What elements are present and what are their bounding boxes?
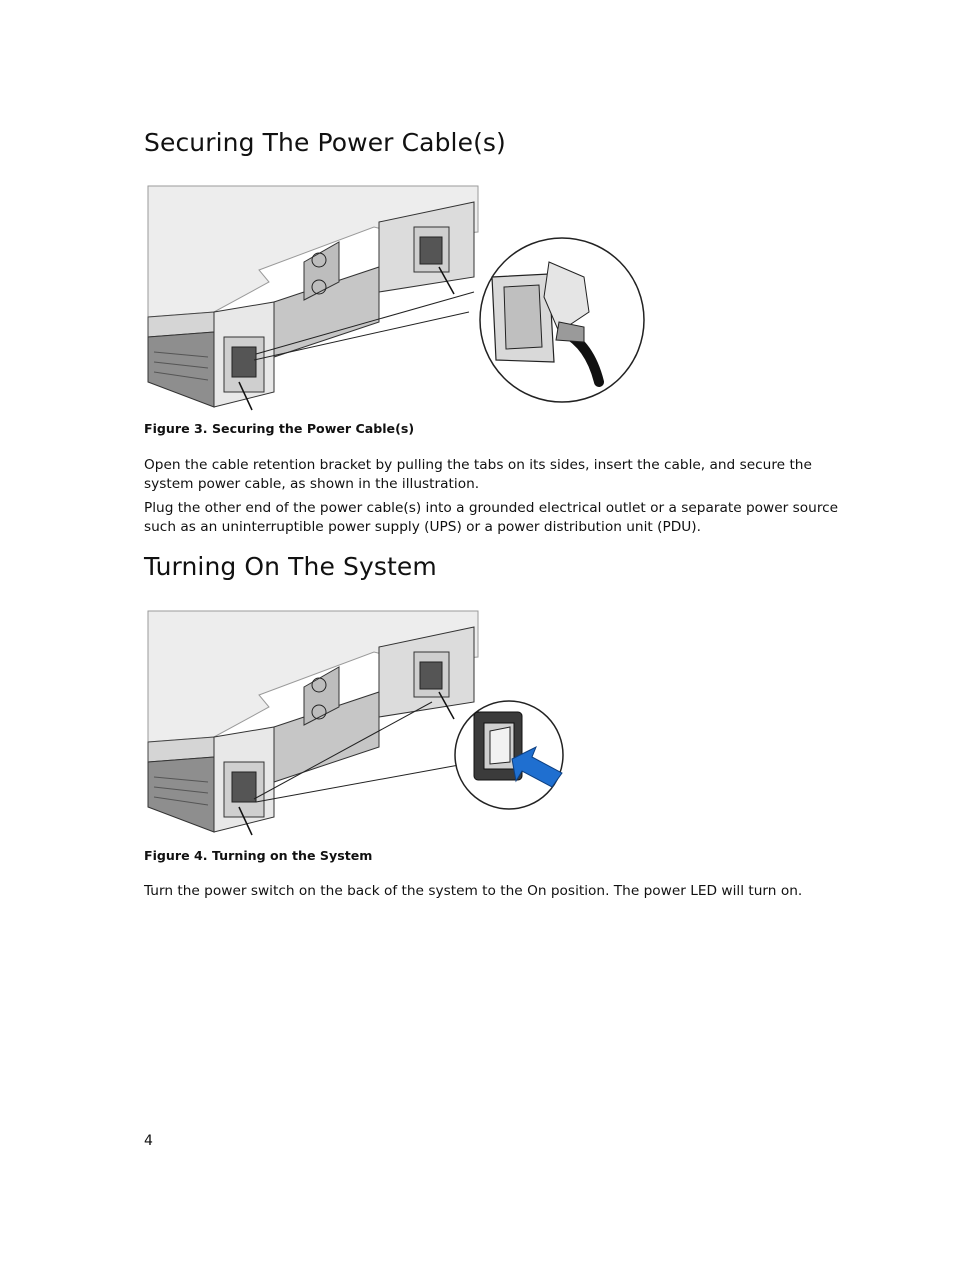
figure-4-caption: Figure 4. Turning on the System (144, 848, 373, 863)
figure-securing-power-cables (144, 182, 652, 412)
paragraph-plug-cable: Plug the other end of the power cable(s) into a grounded electrical outlet or a separate power source such as an uninterruptible power supply (UPS) or a power distribution unit (PDU). (144, 500, 839, 535)
figure-3-caption: Figure 3. Securing the Power Cable(s) (144, 421, 415, 436)
figure-turning-on-system (144, 607, 652, 839)
paragraph-turn-power-switch: Turn the power switch on the back of the system to the On position. The power LED will turn on. (144, 883, 803, 899)
section-heading-securing-power-cables: Securing The Power Cable(s) (144, 128, 506, 157)
paragraph-open-bracket: Open the cable retention bracket by pulling the tabs on its sides, insert the cable, and secure the system power cable, as shown in the illustration. (144, 457, 812, 492)
section-heading-turning-on-system: Turning On The System (144, 552, 437, 581)
page-number: 4 (144, 1133, 153, 1149)
